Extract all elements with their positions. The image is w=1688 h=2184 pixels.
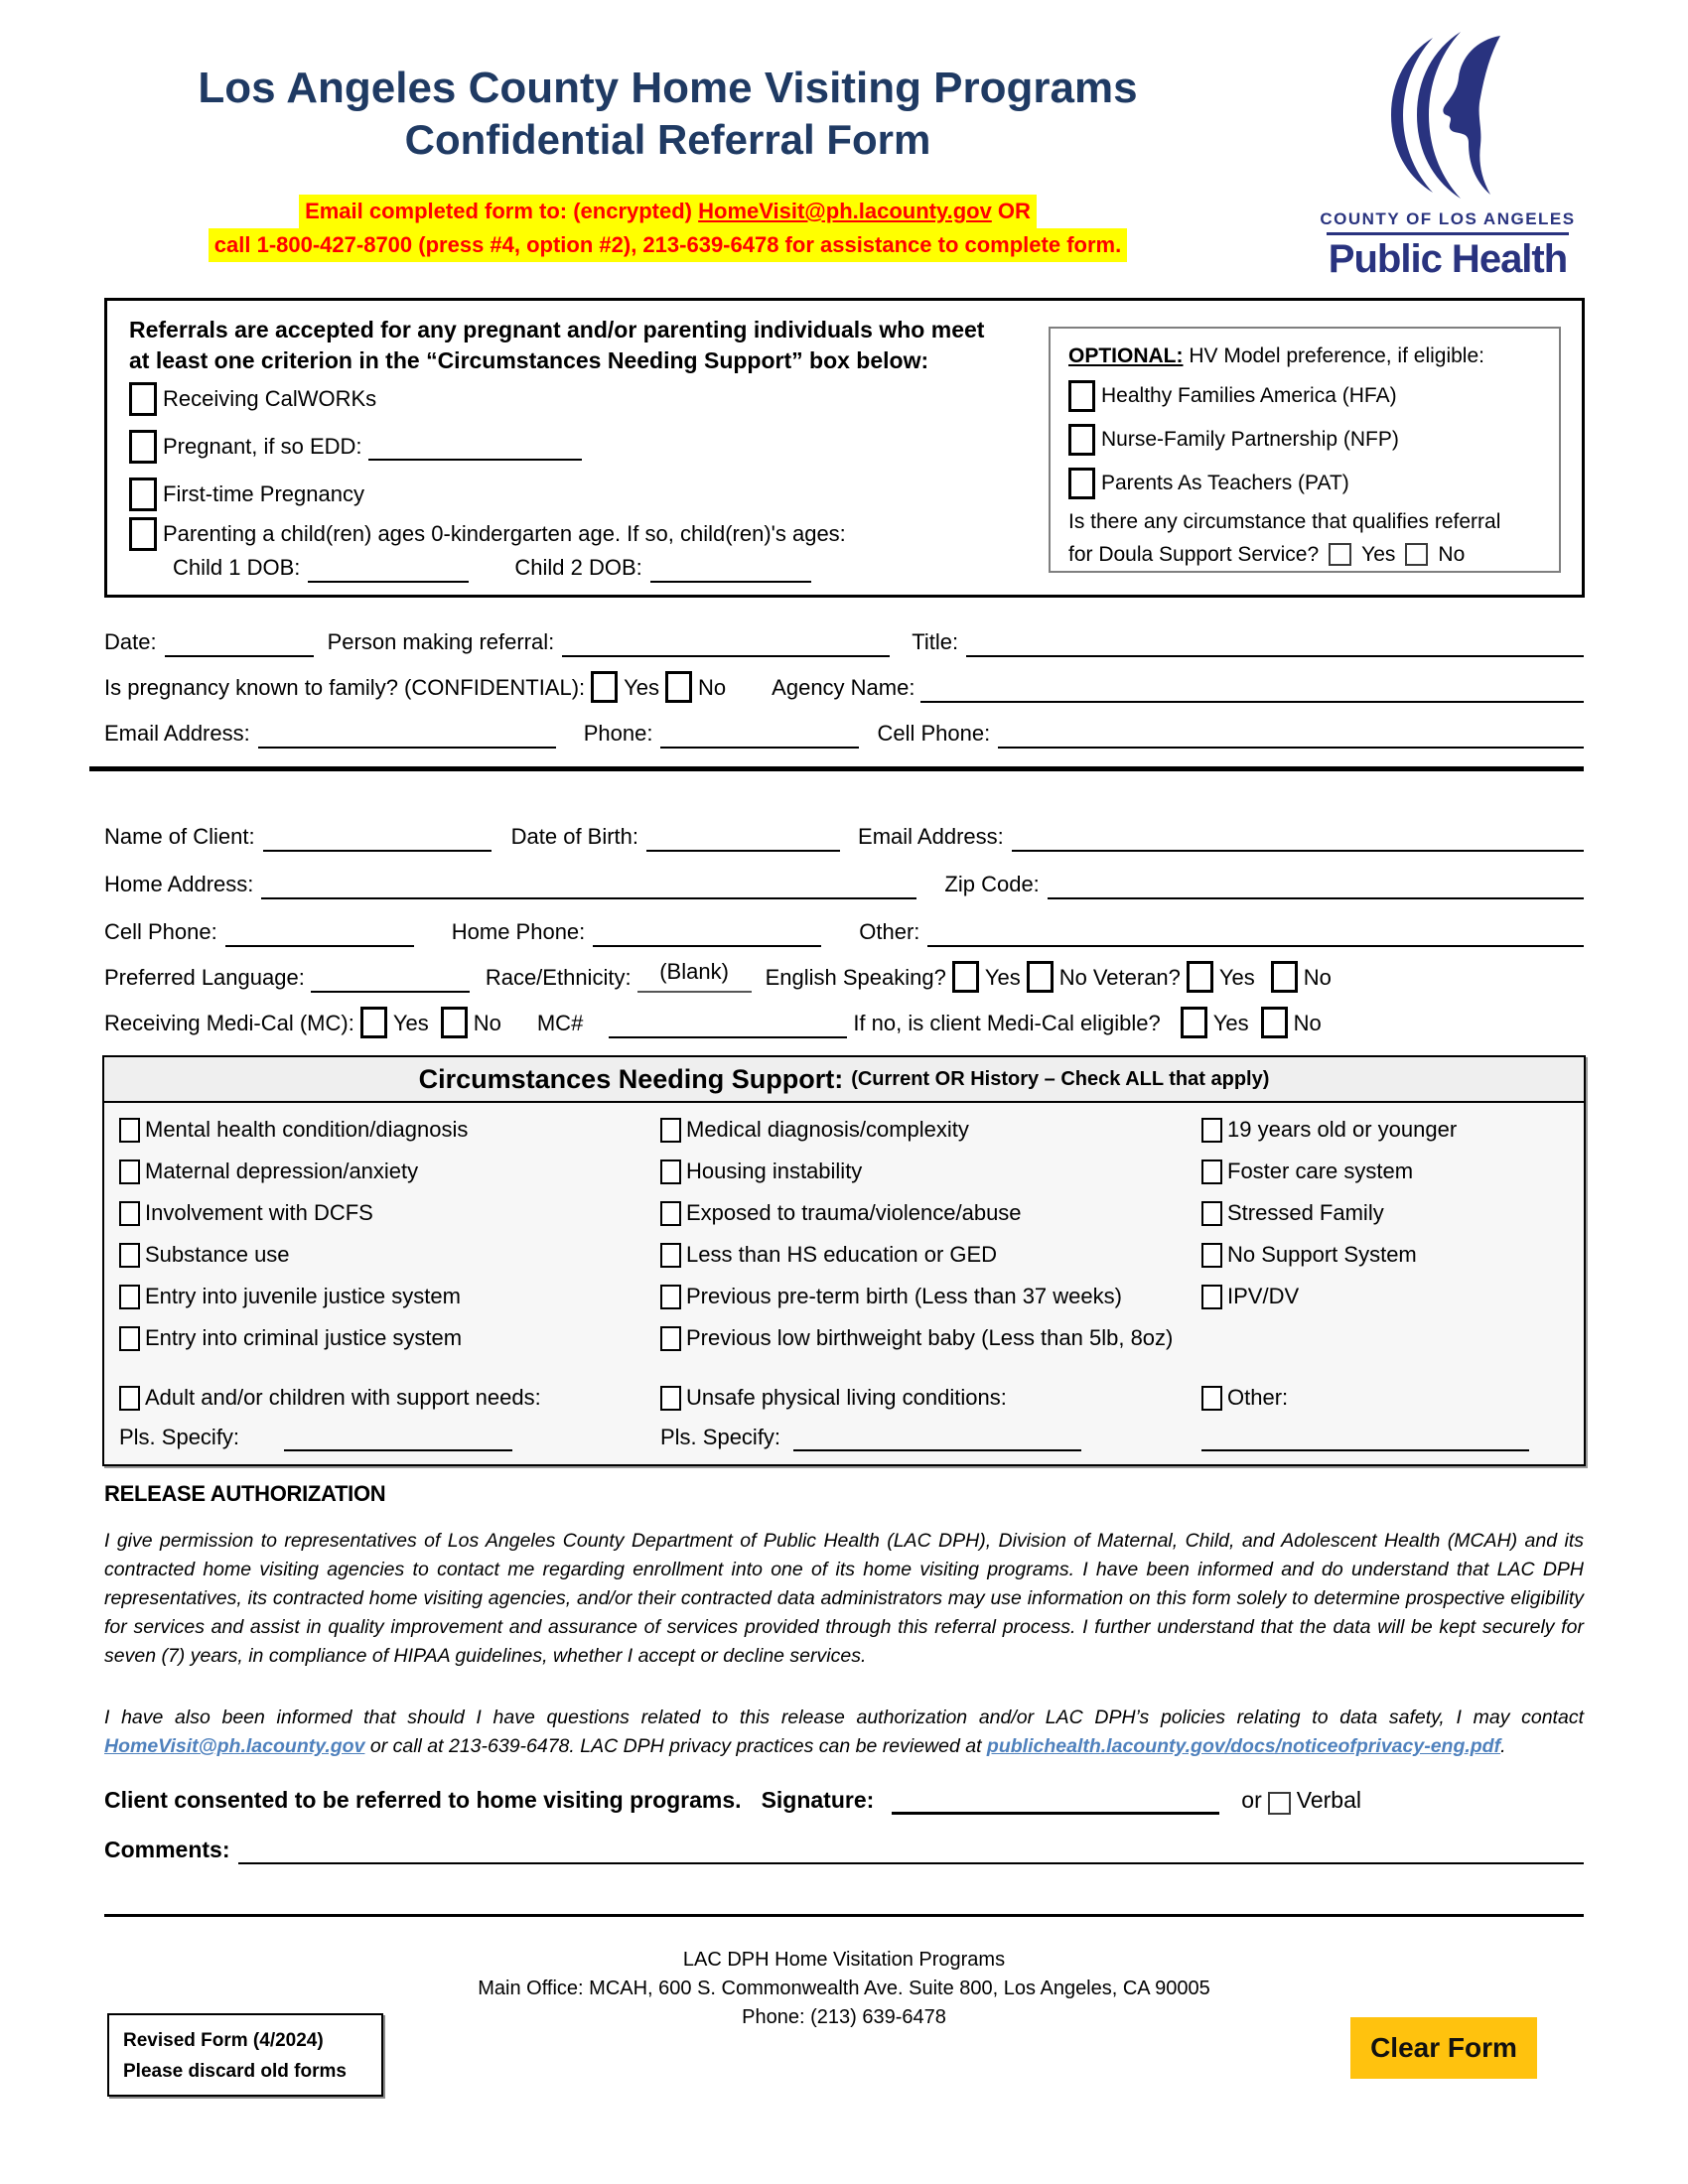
checkbox-hfa[interactable] xyxy=(1068,380,1095,412)
pregnancy-yes-label: Yes xyxy=(624,675,660,700)
checkbox-dcfs[interactable] xyxy=(119,1201,140,1226)
logo-rule xyxy=(1327,232,1569,235)
home-phone-field[interactable] xyxy=(593,919,821,947)
email-link[interactable]: HomeVisit@ph.lacounty.gov xyxy=(698,199,992,223)
footer-program-name: LAC DPH Home Visitation Programs xyxy=(682,1949,1006,1971)
race-value: (Blank) xyxy=(659,959,729,984)
child2-dob-field[interactable] xyxy=(650,555,811,583)
other-phone-label: Other: xyxy=(859,919,920,944)
ipv-dv-label: IPV/DV xyxy=(1227,1284,1300,1308)
circumstances-title: Circumstances Needing Support: xyxy=(418,1063,844,1094)
footer-phone: Phone: (213) 639-6478 xyxy=(742,2006,946,2028)
other-specify-field[interactable] xyxy=(1201,1424,1529,1451)
header-banner xyxy=(104,195,1231,262)
home-phone-label: Home Phone: xyxy=(451,919,586,944)
optional-heading-rest: HV Model preference, if eligible: xyxy=(1183,344,1484,367)
banner-line1 xyxy=(299,195,1037,228)
checkbox-pat[interactable] xyxy=(1068,468,1095,499)
revised-date-label: Revised Form (4/2024) xyxy=(123,2030,324,2051)
hfa-label: Healthy Families America (HFA) xyxy=(1101,384,1397,407)
client-email-label: Email Address: xyxy=(858,824,1004,849)
parenting-label: Parenting a child(ren) ages 0-kindergarten age. If so, child(ren)'s ages: xyxy=(163,521,846,546)
doula-question-line2: for Doula Support Service? xyxy=(1068,543,1320,566)
client-dob-label: Date of Birth: xyxy=(510,824,639,849)
client-name-field[interactable] xyxy=(263,824,492,852)
checkbox-no-support-system[interactable] xyxy=(1201,1243,1222,1268)
juvenile-justice-label: Entry into juvenile justice system xyxy=(145,1284,461,1308)
revised-form-box xyxy=(107,2013,383,2097)
doula-yes-label: Yes xyxy=(1361,543,1396,566)
eligibility-intro xyxy=(129,315,984,376)
checkbox-calworks[interactable] xyxy=(129,382,157,416)
eligible-no-checkbox[interactable] xyxy=(1261,1007,1288,1038)
checkbox-trauma-exposure[interactable] xyxy=(660,1201,681,1226)
circumstances-header xyxy=(104,1057,1584,1103)
homevisit-email-link[interactable]: HomeVisit@ph.lacounty.gov xyxy=(104,1735,365,1757)
circumstances-subtitle: (Current OR History – Check ALL that apply) xyxy=(851,1067,1270,1090)
other-phone-field[interactable] xyxy=(927,919,1584,947)
checkbox-parenting[interactable] xyxy=(129,517,157,551)
home-address-label: Home Address: xyxy=(104,872,254,896)
english-no-label: No xyxy=(1058,965,1087,990)
circumstances-col2 xyxy=(660,1109,1177,1456)
public-health-logo xyxy=(1309,30,1587,282)
child1-dob-field[interactable] xyxy=(308,555,469,583)
release-p2-text1: I have also been informed that should I have questions related to this release authorization and/or LAC DPH’s policies relating to data safety, I may contact xyxy=(104,1706,1584,1728)
release-p2-text2: or call at 213-639-6478. LAC DPH privacy practices can be reviewed at xyxy=(364,1735,987,1757)
dcfs-label: Involvement with DCFS xyxy=(145,1200,373,1225)
maternal-depression-label: Maternal depression/anxiety xyxy=(145,1159,419,1183)
english-yes-checkbox[interactable] xyxy=(952,961,979,993)
comments-field[interactable] xyxy=(238,1837,1584,1864)
race-label: Race/Ethnicity: xyxy=(485,965,632,990)
client-dob-field[interactable] xyxy=(646,824,840,852)
or-label: or xyxy=(1241,1787,1262,1813)
col1-specify-label: Pls. Specify: xyxy=(119,1425,240,1449)
referrer-email-field[interactable] xyxy=(258,721,556,749)
veteran-no-checkbox[interactable] xyxy=(1271,961,1298,993)
pregnancy-no-label: No xyxy=(698,675,727,700)
checkbox-housing-instability[interactable] xyxy=(660,1160,681,1184)
person-label: Person making referral: xyxy=(327,629,555,654)
english-label: English Speaking? xyxy=(765,965,946,990)
nineteen-or-younger-label: 19 years old or younger xyxy=(1227,1117,1458,1142)
veteran-yes-checkbox[interactable] xyxy=(1187,961,1213,993)
checkbox-less-than-hs[interactable] xyxy=(660,1243,681,1268)
pregnancy-yes-checkbox[interactable] xyxy=(591,671,618,703)
medical-label: Receiving Medi-Cal (MC): xyxy=(104,1011,354,1035)
col2-specify-label: Pls. Specify: xyxy=(660,1425,781,1449)
foster-care-label: Foster care system xyxy=(1227,1159,1414,1183)
optional-hv-model-box xyxy=(1049,327,1561,573)
col1-specify-field[interactable] xyxy=(284,1424,512,1451)
language-field[interactable] xyxy=(311,965,470,993)
language-label: Preferred Language: xyxy=(104,965,305,990)
medical-diagnosis-label: Medical diagnosis/complexity xyxy=(686,1117,969,1142)
checkbox-low-birthweight[interactable] xyxy=(660,1326,681,1351)
zip-field[interactable] xyxy=(1048,872,1584,899)
no-support-system-label: No Support System xyxy=(1227,1242,1417,1267)
referrer-cell-field[interactable] xyxy=(998,721,1584,749)
title-field[interactable] xyxy=(966,629,1584,657)
referrer-phone-field[interactable] xyxy=(660,721,859,749)
agency-field[interactable] xyxy=(920,675,1584,703)
signature-field[interactable] xyxy=(892,1786,1219,1815)
date-label: Date: xyxy=(104,629,157,654)
veteran-label: Veteran? xyxy=(1092,965,1181,990)
clear-form-button[interactable]: Clear Form xyxy=(1350,2017,1537,2079)
logo-dept-text: Public Health xyxy=(1328,237,1568,281)
agency-label: Agency Name: xyxy=(772,675,915,700)
doula-yes-checkbox[interactable] xyxy=(1329,543,1351,566)
calworks-label: Receiving CalWORKs xyxy=(163,386,377,411)
consent-statement: Client consented to be referred to home visiting programs. xyxy=(104,1787,742,1813)
referrer-cell-label: Cell Phone: xyxy=(877,721,991,746)
criminal-justice-label: Entry into criminal justice system xyxy=(145,1325,463,1350)
title-label: Title: xyxy=(912,629,959,654)
form-title-line2: Confidential Referral Form xyxy=(404,116,931,163)
checkbox-first-pregnancy[interactable] xyxy=(129,478,157,511)
zip-label: Zip Code: xyxy=(944,872,1040,896)
referrer-phone-label: Phone: xyxy=(583,721,653,746)
medical-no-checkbox[interactable] xyxy=(441,1007,468,1038)
comments-line-2[interactable] xyxy=(104,1914,1584,1917)
checkbox-nfp[interactable] xyxy=(1068,424,1095,456)
child2-dob-label: Child 2 DOB: xyxy=(514,555,642,580)
other-circumstance-label: Other: xyxy=(1227,1385,1289,1410)
eligibility-intro-line1: Referrals are accepted for any pregnant and/or parenting individuals who meet xyxy=(129,317,985,342)
checkbox-19-or-younger[interactable] xyxy=(1201,1118,1222,1143)
pregnant-label: Pregnant, if so EDD: xyxy=(163,434,362,459)
stressed-family-label: Stressed Family xyxy=(1227,1200,1384,1225)
veteran-yes-label: Yes xyxy=(1218,965,1255,990)
english-no-checkbox[interactable] xyxy=(1027,961,1054,993)
english-yes-label: Yes xyxy=(984,965,1021,990)
circumstances-col1 xyxy=(119,1109,576,1456)
banner-email-suffix: OR xyxy=(991,199,1031,223)
race-field[interactable] xyxy=(637,959,752,993)
discard-old-forms-label: Please discard old forms xyxy=(123,2061,347,2082)
eligibility-intro-line2: at least one criterion in the “Circumstances Needing Support” box below: xyxy=(129,347,929,373)
client-name-label: Name of Client: xyxy=(104,824,255,849)
mc-number-label: MC# xyxy=(536,1011,584,1035)
verbal-label: Verbal xyxy=(1296,1787,1361,1813)
home-address-field[interactable] xyxy=(261,872,916,899)
nfp-label: Nurse-Family Partnership (NFP) xyxy=(1101,428,1399,451)
date-field[interactable] xyxy=(165,629,314,657)
checkbox-substance-use[interactable] xyxy=(119,1243,140,1268)
doula-no-checkbox[interactable] xyxy=(1405,543,1428,566)
medical-yes-label: Yes xyxy=(392,1011,429,1035)
checkbox-stressed-family[interactable] xyxy=(1201,1201,1222,1226)
section-divider xyxy=(89,766,1584,771)
checkbox-preterm-birth[interactable] xyxy=(660,1285,681,1309)
circumstances-col3 xyxy=(1201,1109,1579,1456)
eligible-yes-checkbox[interactable] xyxy=(1181,1007,1207,1038)
doula-question-line1: Is there any circumstance that qualifies referral xyxy=(1068,510,1501,533)
adult-support-needs-label: Adult and/or children with support needs: xyxy=(145,1385,541,1410)
checkbox-adult-support-needs[interactable] xyxy=(119,1386,140,1411)
client-cell-field[interactable] xyxy=(225,919,414,947)
medical-no-label: No xyxy=(473,1011,501,1035)
banner-line2: call 1-800-427-8700 (press #4, option #2), 213-639-6478 for assistance to complete form. xyxy=(209,228,1127,262)
doula-question xyxy=(1068,505,1500,571)
comments-label: Comments: xyxy=(104,1837,230,1862)
faces-logo-icon xyxy=(1363,30,1532,201)
person-field[interactable] xyxy=(562,629,890,657)
client-cell-label: Cell Phone: xyxy=(104,919,217,944)
checkbox-maternal-depression[interactable] xyxy=(119,1160,140,1184)
circumstances-box xyxy=(102,1055,1586,1466)
optional-heading xyxy=(1068,344,1484,368)
first-pregnancy-label: First-time Pregnancy xyxy=(163,481,364,506)
pat-label: Parents As Teachers (PAT) xyxy=(1101,472,1349,494)
form-title-line1: Los Angeles County Home Visiting Programs xyxy=(198,64,1138,112)
referrer-email-label: Email Address: xyxy=(104,721,250,746)
col2-specify-field[interactable] xyxy=(793,1424,1081,1451)
checkbox-unsafe-living[interactable] xyxy=(660,1386,681,1411)
doula-no-label: No xyxy=(1438,543,1466,566)
footer-address: Main Office: MCAH, 600 S. Commonwealth Ave. Suite 800, Los Angeles, CA 90005 xyxy=(478,1978,1210,1999)
substance-use-label: Substance use xyxy=(145,1242,290,1267)
client-email-field[interactable] xyxy=(1012,824,1584,852)
child1-dob-label: Child 1 DOB: xyxy=(173,555,301,580)
trauma-exposure-label: Exposed to trauma/violence/abuse xyxy=(686,1200,1022,1225)
banner-email-prefix: Email completed form to: (encrypted) xyxy=(305,199,699,223)
checkbox-medical-diagnosis[interactable] xyxy=(660,1118,681,1143)
veteran-no-label: No xyxy=(1303,965,1332,990)
edd-field[interactable] xyxy=(368,433,582,461)
verbal-checkbox[interactable] xyxy=(1268,1792,1291,1815)
checkbox-pregnant[interactable] xyxy=(129,430,157,464)
checkbox-foster-care[interactable] xyxy=(1201,1160,1222,1184)
release-p2-text3: . xyxy=(1500,1735,1506,1757)
logo-org-text: COUNTY OF LOS ANGELES xyxy=(1320,209,1576,228)
eligibility-box xyxy=(104,298,1585,598)
low-birthweight-label: Previous low birthweight baby (Less than 5lb, 8oz) xyxy=(686,1325,1174,1350)
optional-heading-bold: OPTIONAL: xyxy=(1068,344,1184,367)
checkbox-mental-health[interactable] xyxy=(119,1118,140,1143)
pregnancy-no-checkbox[interactable] xyxy=(665,671,692,703)
less-than-hs-label: Less than HS education or GED xyxy=(686,1242,998,1267)
checkbox-juvenile-justice[interactable] xyxy=(119,1285,140,1309)
eligible-yes-label: Yes xyxy=(1212,1011,1249,1035)
release-authorization-heading: RELEASE AUTHORIZATION xyxy=(104,1481,386,1506)
form-title xyxy=(104,62,1231,165)
privacy-notice-link[interactable]: publichealth.lacounty.gov/docs/noticeofprivacy-eng.pdf xyxy=(986,1735,1501,1757)
checkbox-ipv-dv[interactable] xyxy=(1201,1285,1222,1309)
mc-number-field[interactable] xyxy=(609,1011,847,1038)
pregnancy-known-label: Is pregnancy known to family? (CONFIDENTIAL): xyxy=(104,675,586,700)
eligible-no-label: No xyxy=(1293,1011,1322,1035)
release-paragraph-1: I give permission to representatives of Los Angeles County Department of Public Health (LAC DPH), Division of Maternal, Child, and Adolescent Health (MCAH) and its contracted home visiting agencies to contact me regarding enrollment into one of its home visiting programs. I have been informed and do understand that LAC DPH representatives, its contracted home visiting agencies, and/or their contracted data administrators may use information on this form solely to determine prospective eligibility for services and assist in quality improvement and assurance of services provided through this referral process. I further understand that the data will be kept securely for seven (7) years, in compliance of HIPAA guidelines, whether I accept or decline services. xyxy=(104,1530,1584,1667)
mental-health-label: Mental health condition/diagnosis xyxy=(145,1117,469,1142)
release-paragraph-2 xyxy=(104,1704,1584,1761)
checkbox-other[interactable] xyxy=(1201,1386,1222,1411)
medical-yes-checkbox[interactable] xyxy=(360,1007,387,1038)
housing-instability-label: Housing instability xyxy=(686,1159,863,1183)
preterm-birth-label: Previous pre-term birth (Less than 37 weeks) xyxy=(686,1284,1122,1308)
signature-label: Signature: xyxy=(761,1787,875,1813)
mc-eligible-label: If no, is client Medi-Cal eligible? xyxy=(853,1011,1161,1035)
unsafe-living-label: Unsafe physical living conditions: xyxy=(686,1385,1007,1410)
checkbox-criminal-justice[interactable] xyxy=(119,1326,140,1351)
